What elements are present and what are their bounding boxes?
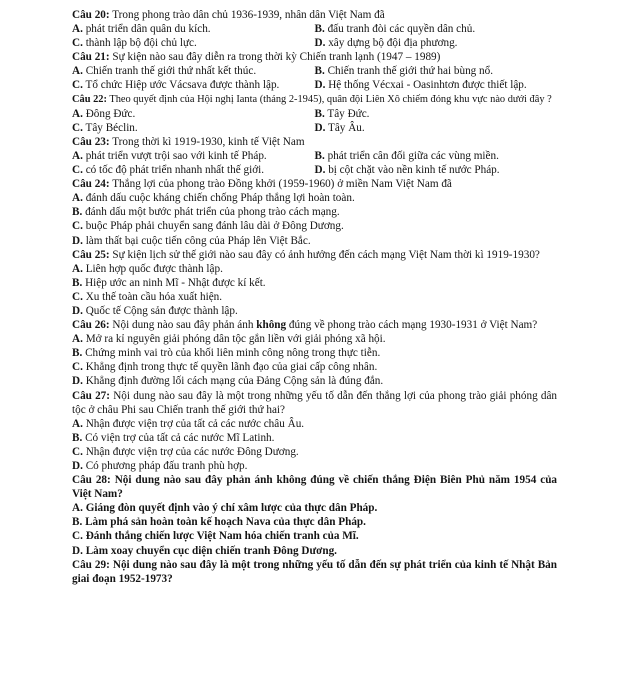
option-b: B. Tây Đức. [314,107,370,120]
exam-page [72,8,557,586]
option-b: B. Hiệp ước an ninh Mĩ - Nhật được kí kết. [72,276,266,289]
option-a: A. đánh dấu cuộc kháng chiến chống Pháp thắng lợi hoàn toàn. [72,192,355,205]
option-c: C. Xu thế toàn cầu hóa xuất hiện. [72,290,223,303]
option-a: A. phát triển dân quân du kích. [72,23,211,36]
option-a: A. Đông Đức. [72,107,136,120]
option-b: B. Chiến tranh thế giới thứ hai bùng nổ. [314,65,494,78]
question-22 [72,93,557,135]
option-b: B. Có viện trợ của tất cả các nước Mĩ Latinh. [72,431,275,444]
question-21 [72,50,557,92]
option-d: D. Hệ thống Vécxai - Oasinhtơn được thiết lập. [314,79,527,92]
question-number: Câu 23: [72,135,110,148]
option-d: D. Quốc tế Cộng sản được thành lập. [72,304,238,317]
option-d: D. xây dựng bộ đội địa phương. [314,37,458,50]
option-b: B. đấu tranh đòi các quyền dân chủ. [314,23,476,36]
question-27 [72,389,557,474]
emphasis-negation: không [256,319,287,332]
question-stem: Câu 26: Nội dung nào sau đây phản ánh không đúng về phong trào cách mạng 1930-1931 ở Việt Nam? [72,319,538,332]
option-a: A. phát triển vượt trội sao với kinh tế Pháp. [72,149,267,162]
option-c: C. Tổ chức Hiệp ước Vácsava được thành lập. [72,79,280,92]
option-c: C. Tây Béclin. [72,121,138,134]
question-number: Câu 21: [72,51,110,64]
option-a: A. Giáng đòn quyết định vào ý chí xâm lược của thực dân Pháp. [72,502,378,515]
option-c: C. Khẳng định trong thực tế quyền lãnh đạo của giai cấp công nhân. [72,361,378,374]
option-b: B. phát triển cân đối giữa các vùng miền. [314,149,499,162]
option-d: D. Khẳng định đường lối cách mạng của Đảng Cộng sản là đúng đắn. [72,375,384,388]
option-b: B. Chứng minh vai trò của khối liên minh công nông trong thực tiễn. [72,347,381,360]
option-c: C. thành lập bộ đội chủ lực. [72,37,197,50]
question-number: Câu 26: [72,319,110,332]
question-number: Câu 27: [72,389,111,402]
option-a: A. Nhận được viện trợ của tất cả các nước châu Âu. [72,417,305,430]
question-stem: Câu 28: Nội dung nào sau đây phản ánh không đúng về chiến thắng Điện Biên Phủ năm 1954 của Việt Nam? [72,474,558,501]
option-a: A. Mở ra kỉ nguyên giải phóng dân tộc gắn liền với giải phóng xã hội. [72,333,386,346]
question-29 [72,558,557,586]
option-b: B. Làm phá sản hoàn toàn kế hoạch Nava của thực dân Pháp. [72,516,366,529]
option-d: D. bị cột chặt vào nền kinh tế nước Pháp. [314,164,500,177]
question-number: Câu 29: [72,558,110,571]
question-stem: Câu 23: Trong thời kì 1919-1930, kinh tế Việt Nam [72,135,305,148]
question-28 [72,473,557,558]
question-stem: Câu 21: Sự kiện nào sau đây diễn ra trong thời kỳ Chiến tranh lạnh (1947 – 1989) [72,51,441,64]
question-stem: Câu 27: Nội dung nào sau đây là một trong những yếu tố dẫn đến thắng lợi của phong trào giải phóng dân tộc ở châu Phi sau Chiến tranh thế giới thứ hai? [72,389,558,416]
option-b: B. đánh dấu một bước phát triển của phong trào cách mạng. [72,206,340,219]
option-c: C. Đánh thắng chiến lược Việt Nam hóa chiến tranh của Mĩ. [72,530,359,543]
question-20 [72,8,557,50]
question-number: Câu 22: [72,93,107,105]
option-c: C. buộc Pháp phải chuyển sang đánh lâu dài ở Đông Dương. [72,220,344,233]
question-stem: Câu 20: Trong phong trào dân chủ 1936-1939, nhân dân Việt Nam đã [72,9,385,21]
question-25 [72,248,557,318]
question-number: Câu 24: [72,178,110,191]
option-d: D. Có phương pháp đấu tranh phù hợp. [72,460,248,472]
question-23 [72,135,557,177]
question-24 [72,177,557,247]
question-number: Câu 28: [72,474,111,487]
question-number: Câu 25: [72,248,110,261]
question-26 [72,318,557,388]
question-stem: Câu 22: Theo quyết định của Hội nghị Ianta (tháng 2-1945), quân đội Liên Xô chiếm đóng khu vực nào dưới đây ? [72,93,552,105]
question-stem: Câu 25: Sự kiện lịch sử thế giới nào sau đây có ảnh hưởng đến cách mạng Việt Nam thời kì 1919-1930? [72,248,540,261]
option-d: D. làm thất bại cuộc tiến công của Pháp lên Việt Bắc. [72,234,311,247]
option-a: A. Chiến tranh thế giới thứ nhất kết thúc. [72,65,257,78]
question-number: Câu 20: [72,9,110,21]
question-stem: Câu 29: Nội dung nào sau đây là một trong những yếu tố dẫn đến sự phát triển của kinh tế Nhật Bản giai đoạn 1952-1973? [72,558,557,585]
question-stem: Câu 24: Thắng lợi của phong trào Đồng khởi (1959-1960) ở miền Nam Việt Nam đã [72,178,452,191]
option-c: C. có tốc độ phát triển nhanh nhất thế giới. [72,164,265,177]
option-c: C. Nhận được viện trợ của các nước Đông Dương. [72,445,299,458]
option-a: A. Liên hợp quốc được thành lập. [72,262,223,275]
option-d: D. Tây Âu. [314,121,365,134]
option-d: D. Làm xoay chuyển cục diện chiến tranh Đông Dương. [72,544,337,557]
